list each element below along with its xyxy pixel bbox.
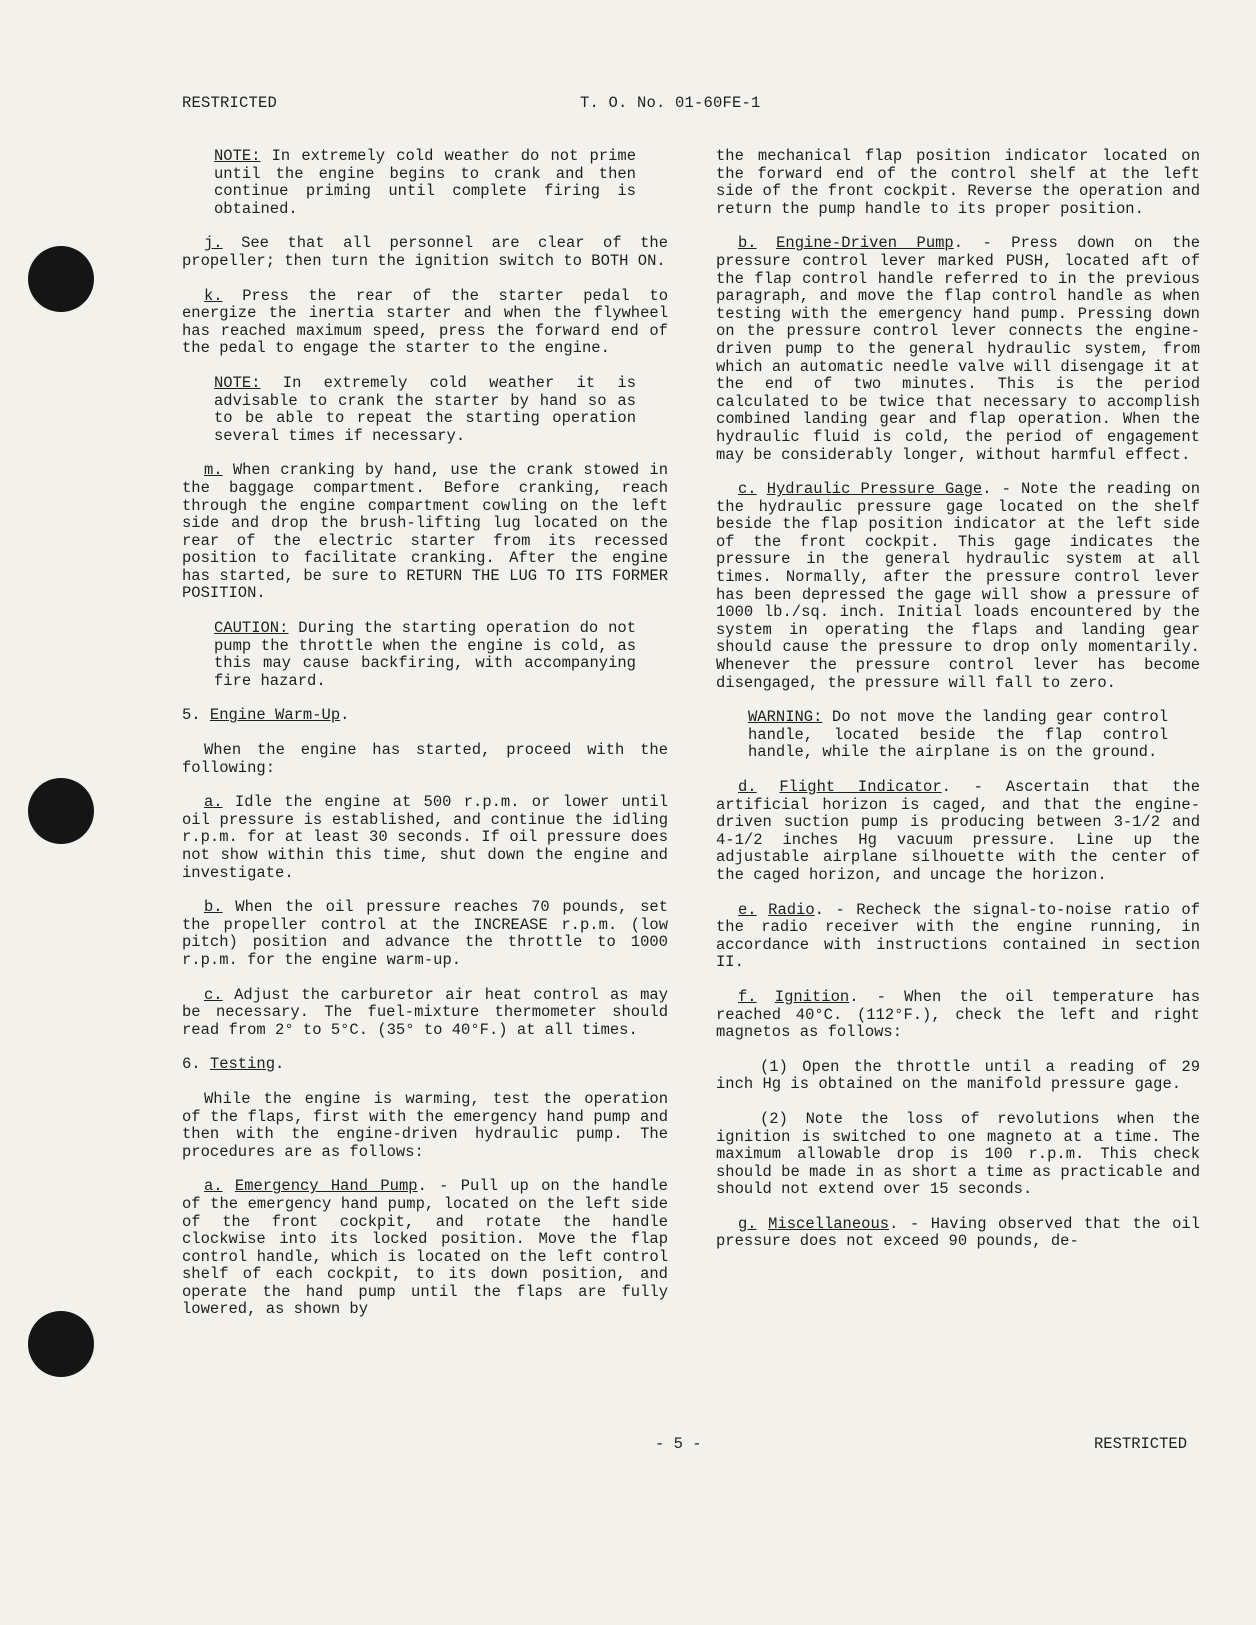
note-cranking: NOTE: In extremely cold weather it is advisable to crank the starter by hand so as to be able to repeat the starting operation several times if necessary. [214, 373, 636, 445]
header-to-number: T. O. No. 01-60FE-1 [580, 94, 761, 112]
step-5c: c. Adjust the carburetor air heat control as may be necessary. The fuel-mixture thermometer should read from 2° to 5°C. (35° to 40°F.) at all times. [182, 985, 668, 1039]
step-5a: a. Idle the engine at 500 r.p.m. or lower until oil pressure is established, and continue the idling r.p.m. for at least 30 seconds. If oil pressure does not show within this time, shut down the engine and investigate. [182, 793, 668, 882]
step-5b: b. When the oil pressure reaches 70 pounds, set the propeller control at the INCREASE r.p.m. (low pitch) position and advance the throttle to 1000 r.p.m. for the engine warm-up. [182, 898, 668, 969]
step-6d: d. Flight Indicator. - Ascertain that the artificial horizon is caged, and that the engine-driven suction pump is producing between 3-1/2 and 4-1/2 inches Hg vacuum pressure. Line up the adjustable airplane silhouette with the center of the caged horizon, and uncage the horizon. [716, 778, 1200, 884]
section-5-intro: When the engine has started, proceed with the following: [182, 741, 668, 777]
caution-starting: CAUTION: During the starting operation do not pump the throttle when the engine is cold, as this may cause backfiring, with accompanying fire hazard. [214, 619, 636, 690]
step-6a: a. Emergency Hand Pump. - Pull up on the handle of the emergency hand pump, located on the left side of the front cockpit, and rotate the handle clockwise into its locked position. Move the flap control handle, which is located on the left control shelf of each cockpit, to its down position, and operate the hand pump until the flaps are fully lowered, as shown by [182, 1177, 668, 1319]
right-column [716, 148, 1200, 1268]
section-5-heading: 5. Engine Warm-Up. [182, 706, 350, 725]
step-6f-2: (2) Note the loss of revolutions when the ignition is switched to one magneto at a time. The maximum allowable drop is 100 r.p.m. This check should be made in as short a time as practicable and should not extend over 15 seconds. [716, 1109, 1200, 1199]
step-6c: c. Hydraulic Pressure Gage. - Note the reading on the hydraulic pressure gage located on the shelf beside the flap position indicator at the left side of the front cockpit. This gage indicates the pressure in the general hydraulic system at all times. Normally, after the pressure control lever has been depressed the gage will show a pressure of 1000 lb./sq. inch. Initial loads encountered by the system in operating the flaps and landing gear should cause the pressure to drop only momentarily. Whenever the pressure control lever has become disengaged, the pressure will fall to zero. [716, 480, 1200, 692]
section-6-heading: 6. Testing. [182, 1055, 285, 1074]
step-6e: e. Radio. - Recheck the signal-to-noise ratio of the radio receiver with the engine running, in accordance with instructions contained in section II. [716, 900, 1201, 972]
step-j: j. See that all personnel are clear of the propeller; then turn the ignition switch to BOTH ON. [182, 234, 668, 270]
step-k: k. Press the rear of the starter pedal to energize the inertia starter and when the flywheel has reached maximum speed, press the forward end of the pedal to engage the starter to the engine. [182, 286, 668, 358]
step-m: m. When cranking by hand, use the crank stowed in the baggage compartment. Before cranking, reach through the engine compartment cowling on the left side and drop the brush-lifting lug located on the rear of the electric starter from its recessed position to facilitate cranking. After the engine has started, be sure to RETURN THE LUG TO ITS FORMER POSITION. [182, 461, 668, 603]
punch-hole-middle [28, 778, 94, 844]
warning-landing-gear: WARNING: Do not move the landing gear control handle, located beside the flap control handle, while the airplane is on the ground. [748, 708, 1168, 762]
step-6f: f. Ignition. - When the oil temperature has reached 40°C. (112°F.), check the left and right magnetos as follows: [716, 987, 1200, 1042]
section-6-intro: While the engine is warming, test the operation of the flaps, first with the emergency hand pump and then with the engine-driven hydraulic pump. The procedures are as follows: [182, 1089, 668, 1161]
step-6b: b. Engine-Driven Pump. - Press down on the pressure control lever marked PUSH, located aft of the flap control handle referred to in the previous paragraph, and move the flap control handle as when testing with the emergency hand pump. Pressing down on the pressure control lever connects the engine-driven pump to the general hydraulic system, from which an automatic needle valve will disengage it at the end of two minutes. This is the period calculated to be twice that necessary to accomplish combined landing gear and flap operation. When the hydraulic fluid is cold, the period of engagement may be considerably longer, without harmful effect. [716, 234, 1200, 464]
footer-restricted: RESTRICTED [1094, 1435, 1188, 1453]
step-6f-1: (1) Open the throttle until a reading of 29 inch Hg is obtained on the manifold pressure gage. [716, 1057, 1200, 1094]
punch-hole-top [28, 246, 94, 312]
header-restricted: RESTRICTED [182, 94, 278, 112]
punch-hole-bottom [28, 1311, 94, 1377]
left-column [182, 148, 668, 1336]
note-priming: NOTE: In extremely cold weather do not prime until the engine begins to crank and then continue priming until complete firing is obtained. [214, 147, 636, 218]
step-6g: g. Miscellaneous. - Having observed that the oil pressure does not exceed 90 pounds, de- [716, 1214, 1200, 1251]
page-number: - 5 - [655, 1435, 702, 1453]
step-6a-continued: the mechanical flap position indicator located on the forward end of the control shelf at the left side of the front cockpit. Reverse the operation and return the pump handle to its proper position. [716, 147, 1200, 218]
